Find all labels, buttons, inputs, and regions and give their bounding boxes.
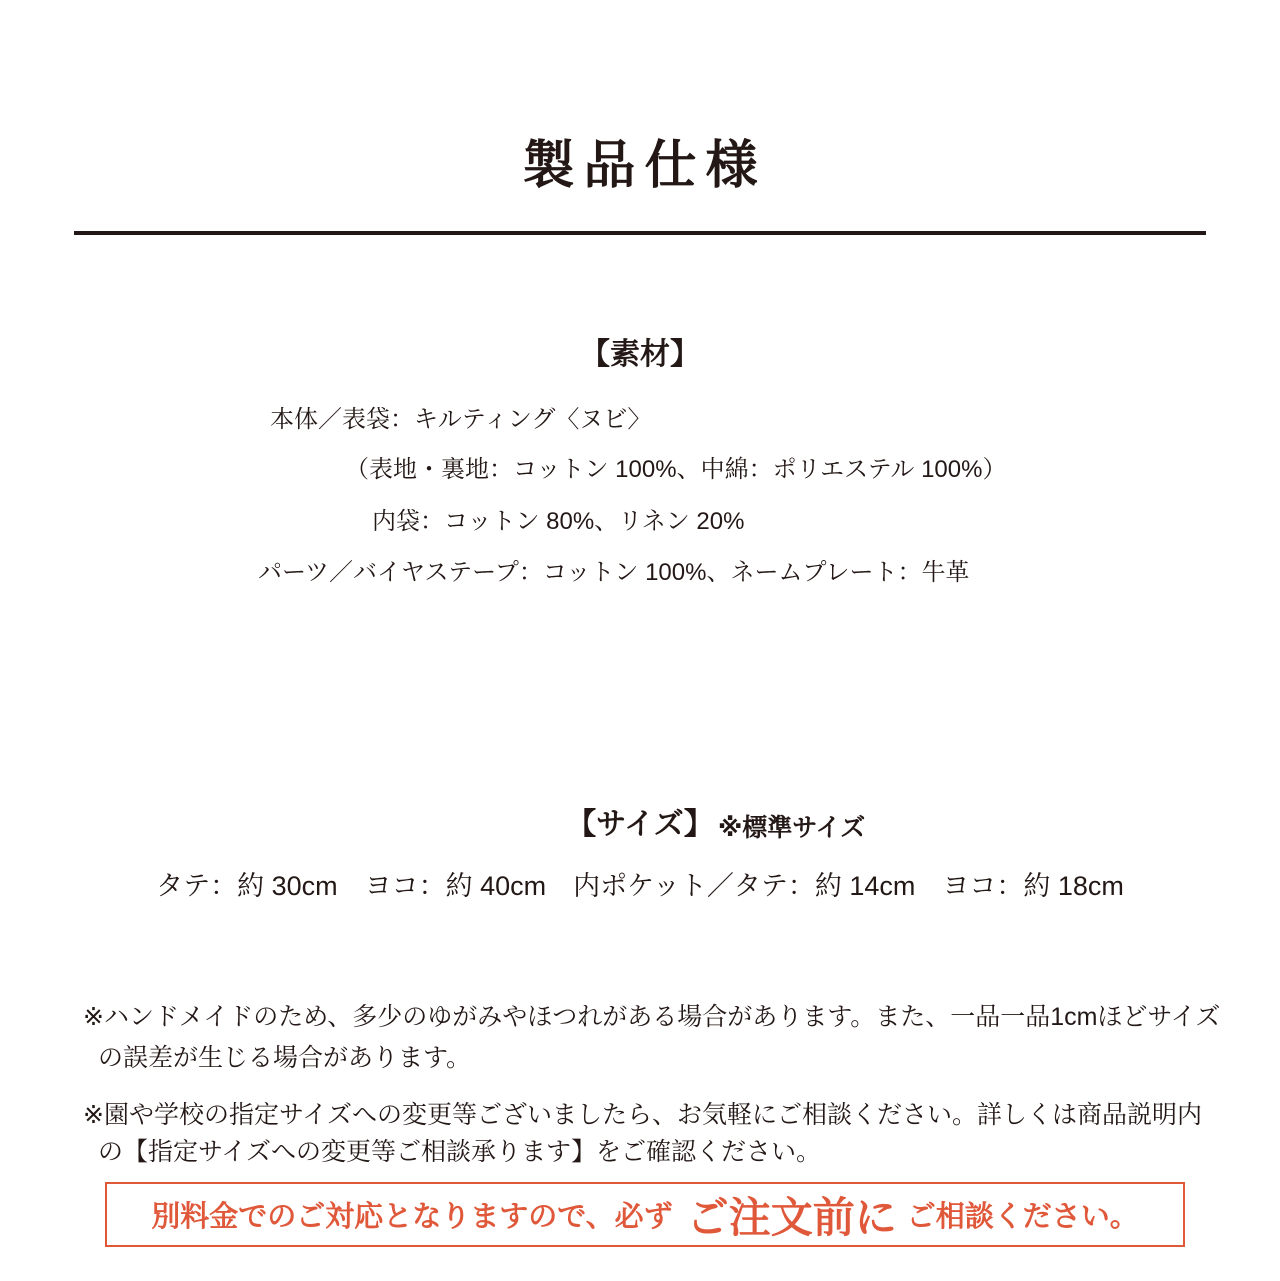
warning-text-pre: 別料金でのご対応となりますので、必ず bbox=[151, 1201, 673, 1233]
size-section-heading-row bbox=[0, 807, 1280, 843]
section-divider bbox=[74, 231, 1206, 235]
material-line-parts: パーツ／バイヤステープ：コットン 100%、ネームプレート：牛革 bbox=[258, 559, 970, 586]
order-warning-box bbox=[105, 1182, 1185, 1247]
size-values-line: タテ：約 30cm ヨコ：約 40cm 内ポケット／タテ：約 14cm ヨコ：約 18cm bbox=[156, 871, 1124, 901]
handmade-note-line-2: の誤差が生じる場合があります。 bbox=[98, 1044, 472, 1072]
page-title: 製品仕様 bbox=[522, 136, 767, 195]
custom-size-note-line-1: ※園や学校の指定サイズへの変更等ございましたら、お気軽にご相談ください。詳しくは商品説明内 bbox=[83, 1101, 1202, 1129]
material-line-fabric-detail: （表地・裏地：コットン 100%、中綿：ポリエステル 100%） bbox=[345, 456, 1007, 483]
material-section-heading: 【素材】 bbox=[580, 337, 700, 371]
custom-size-note-line-2: の【指定サイズへの変更等ご相談承ります】をご確認ください。 bbox=[98, 1138, 822, 1166]
size-standard-note: ※標準サイズ bbox=[718, 813, 866, 842]
warning-text-emphasis: ご注文前に bbox=[686, 1193, 897, 1241]
material-line-inner-bag: 内袋：コットン 80%、リネン 20% bbox=[372, 508, 745, 535]
warning-text-post: ご相談ください。 bbox=[906, 1201, 1139, 1233]
handmade-note-line-1: ※ハンドメイドのため、多少のゆがみやほつれがある場合があります。また、一品一品1cmほどサイズ bbox=[83, 1003, 1221, 1031]
size-section-heading: 【サイズ】 bbox=[566, 807, 714, 841]
material-line-body-outer: 本体／表袋：キルティング〈ヌビ〉 bbox=[270, 406, 652, 433]
